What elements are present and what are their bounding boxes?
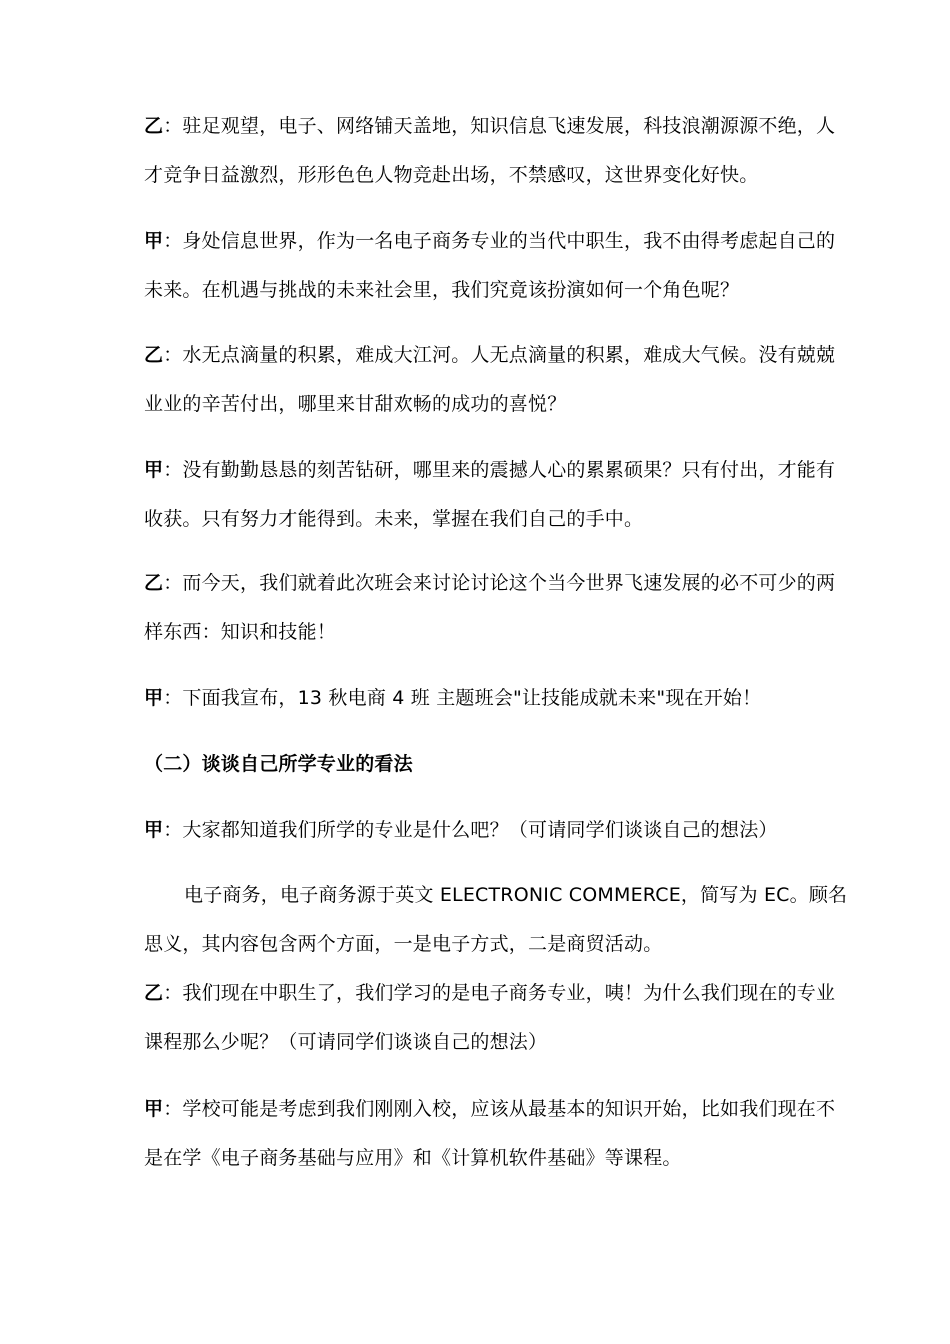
- dialogue-paragraph: [144, 969, 852, 1067]
- speaker-label: 乙: [144, 115, 164, 137]
- paragraph-text: 水无点滴量的积累，难成大江河。人无点滴量的积累，难成大气候。没有兢兢业业的辛苦付出，哪里来甘甜欢畅的成功的喜悦？: [144, 344, 836, 415]
- paragraph-text: 驻足观望，电子、网络铺天盖地，知识信息飞速发展，科技浪潮源源不绝，人才竞争日益激烈，形形色色人物竞赴出场，不禁感叹，这世界变化好快。: [144, 115, 836, 186]
- dialogue-paragraph: [144, 806, 852, 855]
- dialogue-paragraph: [144, 1085, 852, 1183]
- body-paragraph: 电子商务，电子商务源于英文 ELECTRONIC COMMERCE，简写为 EC。顾名思义，其内容包含两个方面，一是电子方式，二是商贸活动。: [144, 884, 848, 955]
- speaker-label: 乙: [144, 344, 164, 366]
- dialogue-paragraph: [144, 102, 852, 200]
- speaker-label: 甲: [144, 687, 164, 709]
- paragraph-text: 身处信息世界，作为一名电子商务专业的当代中职生，我不由得考虑起自己的未来。在机遇与挑战的未来社会里，我们究竟该扮演如何一个角色呢？: [144, 230, 836, 301]
- speaker-label: 甲: [144, 819, 164, 841]
- separator: ：: [163, 572, 183, 594]
- separator: ：: [163, 344, 183, 366]
- speaker-label: 乙: [144, 982, 164, 1004]
- separator: ：: [163, 982, 183, 1004]
- separator: ：: [163, 459, 183, 481]
- paragraph-text: 我们现在中职生了，我们学习的是电子商务专业，咦！为什么我们现在的专业课程那么少呢？（可请同学们谈谈自己的想法）: [144, 982, 836, 1053]
- paragraph-text: 大家都知道我们所学的专业是什么吧？（可请同学们谈谈自己的想法）: [182, 819, 778, 841]
- separator: ：: [163, 230, 183, 252]
- dialogue-paragraph: [144, 217, 852, 315]
- speaker-label: 甲: [144, 459, 164, 481]
- separator: ：: [163, 115, 183, 137]
- dialogue-paragraph: [144, 446, 852, 544]
- paragraph-text: 下面我宣布，13 秋电商 4 班 主题班会"让技能成就未来"现在开始！: [182, 687, 762, 709]
- section-heading: （二）谈谈自己所学专业的看法: [144, 753, 413, 775]
- paragraph-text: 学校可能是考虑到我们刚刚入校，应该从最基本的知识开始，比如我们现在不是在学《电子商务基础与应用》和《计算机软件基础》等课程。: [144, 1098, 836, 1169]
- separator: ：: [163, 819, 183, 841]
- separator: ：: [163, 687, 183, 709]
- speaker-label: 甲: [144, 1098, 164, 1120]
- dialogue-paragraph: [144, 331, 852, 429]
- separator: ：: [163, 1098, 183, 1120]
- speaker-label: 乙: [144, 572, 164, 594]
- dialogue-paragraph: [144, 674, 852, 723]
- dialogue-paragraph: [144, 559, 852, 657]
- paragraph-text: 而今天，我们就着此次班会来讨论讨论这个当今世界飞速发展的必不可少的两样东西：知识和技能！: [144, 572, 836, 643]
- paragraph-text: 没有勤勤恳恳的刻苦钻研，哪里来的震撼人心的累累硕果？只有付出，才能有收获。只有努力才能得到。未来，掌握在我们自己的手中。: [144, 459, 836, 530]
- speaker-label: 甲: [144, 230, 164, 252]
